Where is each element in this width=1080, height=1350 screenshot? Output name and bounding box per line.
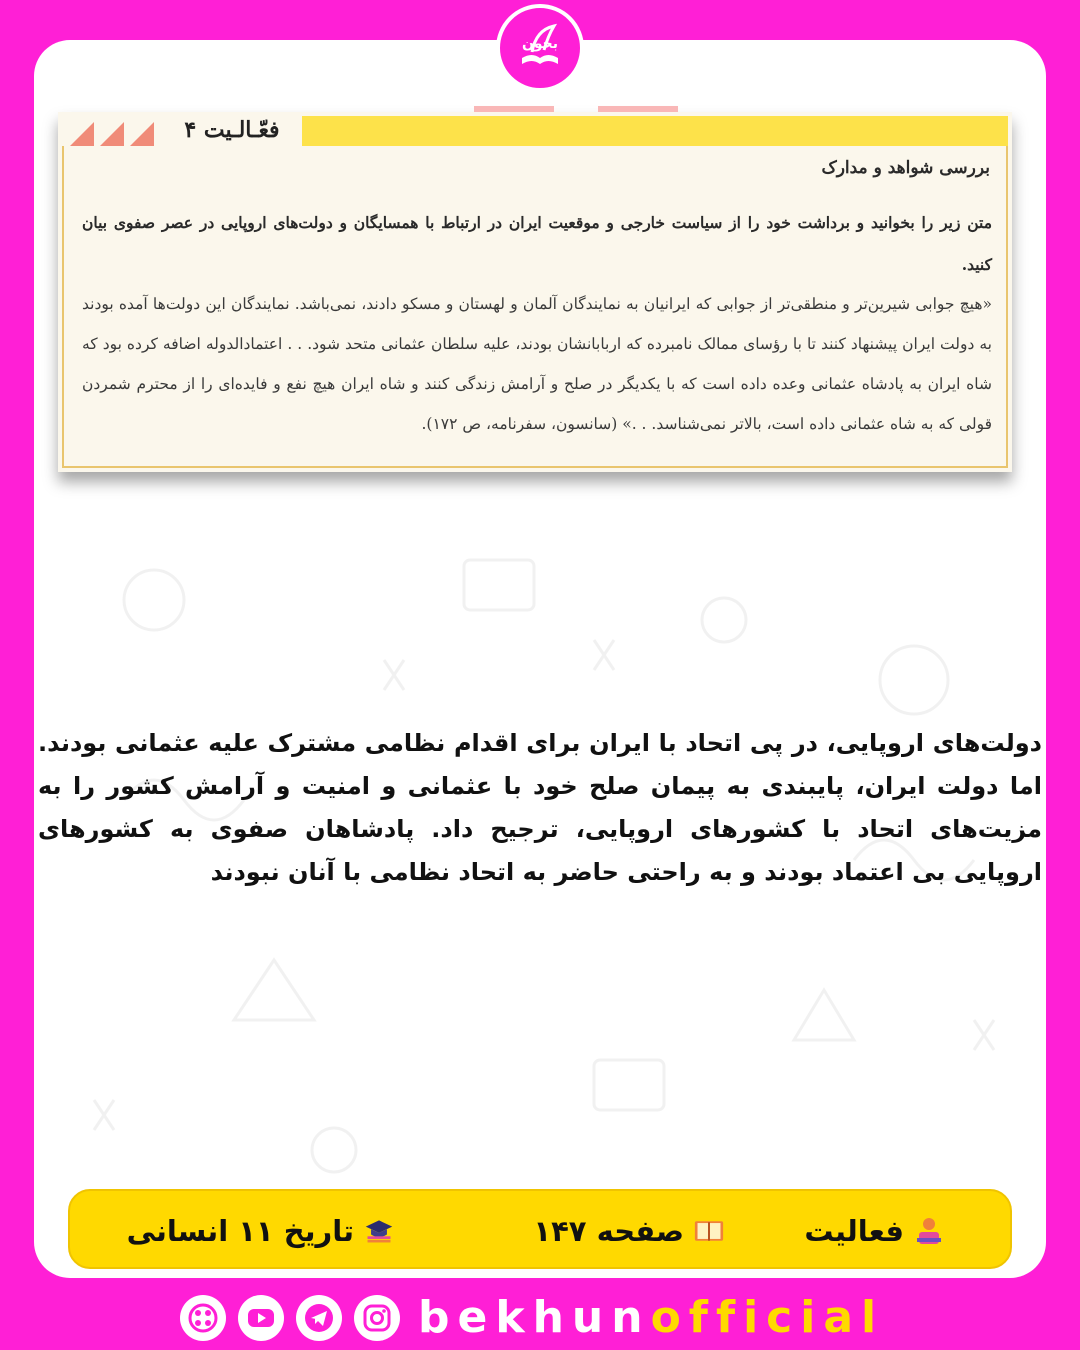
aparat-icon — [187, 1302, 219, 1334]
triangles-icon — [70, 118, 160, 146]
answer-text: دولت‌های اروپایی، در پی اتحاد با ایران برای اقدام نظامی مشترک علیه عثمانی بودند. اما دولت ایران، پایبندی به پیمان صلح خود با عثمانی و امنیت و آرامش کشور را به مزیت‌های اتحاد با کشورهای اروپایی، ترجیح داد. پادشاهان صفوی به کشورهای اروپایی بی اعتماد بودند و به راحتی حاضر به اتحاد نظامی با آنان نبودند — [38, 729, 1042, 886]
social-link-telegram[interactable] — [296, 1295, 342, 1341]
social-strip — [180, 1288, 884, 1348]
instagram-icon — [361, 1302, 393, 1334]
footer-book — [127, 1191, 394, 1271]
footer-info-bar — [68, 1189, 1012, 1269]
textbook-excerpt — [58, 112, 1012, 472]
brand-handle-part1: bekhun — [418, 1292, 651, 1343]
social-link-youtube[interactable] — [238, 1295, 284, 1341]
youtube-icon — [245, 1302, 277, 1334]
footer-page — [533, 1191, 724, 1271]
excerpt-quote: «هیچ جوابی شیرین‌تر و منطقی‌تر از جوابی که ایرانیان به نمایندگان آلمان و لهستان و مسکو دادند، نمی‌باشد. نمایندگان این دولت‌ها آمده بودند به دولت ایران پیشنهاد کنند تا با رؤسای ممالک نامبرده که اربابانشان بودند، علیه سلطان عثمانی متحد شود. . . اعتمادالدوله اضافه کرده بود که شاه ایران به پادشاه عثمانی وعده داده است که با یکدیگر در صلح و آرامش زندگی کنند و شاه ایران هیچ نفع و فایده‌ای را از محترم شمردن قولی که به شاه عثمانی داده است، بالاتر نمی‌شناسد. . .» (سانسون، سفرنامه، ص ۱۷۲). — [82, 295, 992, 433]
footer-activity — [804, 1191, 944, 1271]
telegram-icon — [303, 1302, 335, 1334]
footer-page-label: صفحه ۱۴۷ — [533, 1214, 684, 1248]
footer-activity-label: فعالیت — [804, 1214, 904, 1248]
logo-text: بخون — [521, 36, 559, 52]
excerpt-heading: بررسی شواهد و مدارک — [821, 158, 990, 178]
brand-handle[interactable] — [418, 1288, 884, 1348]
teacher-icon — [914, 1216, 944, 1246]
activity-bar — [302, 116, 1008, 146]
brand-logo — [496, 4, 584, 92]
excerpt-intro: متن زیر را بخوانید و برداشت خود را از سیاست خارجی و موقعیت ایران در ارتباط با همسایگان و دولت‌های اروپایی در عصر صفوی بیان کنید. — [82, 213, 992, 274]
social-link-aparat[interactable] — [180, 1295, 226, 1341]
header-accent — [474, 106, 554, 112]
book-icon — [694, 1216, 724, 1246]
graduation-cap-icon — [364, 1216, 394, 1246]
social-link-instagram[interactable] — [354, 1295, 400, 1341]
footer-book-label: تاریخ ۱۱ انسانی — [126, 1214, 354, 1248]
activity-title: فعّـالـیت ۴ — [184, 117, 280, 143]
logo-mark-icon — [510, 18, 570, 78]
header-accent — [598, 106, 678, 112]
brand-handle-part2: official — [650, 1292, 885, 1343]
